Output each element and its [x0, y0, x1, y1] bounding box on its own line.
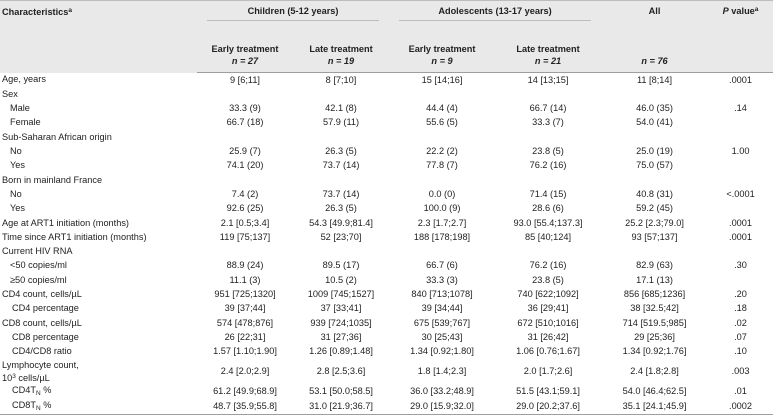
- cell-adolescents-late: [495, 173, 601, 187]
- cell-children-late: 42.1 (8): [325, 103, 357, 114]
- table-row: [0, 316, 773, 330]
- header-row-groups: [0, 1, 773, 28]
- cell-adolescents-late: 93.0 [55.4;137.3]: [513, 217, 583, 228]
- table-row: [0, 245, 773, 259]
- cell-all: 25.2 [2.3;79.0]: [625, 217, 684, 228]
- cell-children-late: 53.1 [50.0;58.5]: [309, 386, 373, 397]
- cell-adolescents-late: 66.7 (14): [529, 103, 567, 114]
- cell-children-late: [293, 87, 389, 101]
- cell-all: 38 [32.5;42]: [630, 303, 679, 314]
- row-label: Sub-Saharan African origin: [2, 131, 112, 142]
- cell-children-late: [293, 245, 389, 259]
- cell-p-value: .07: [734, 331, 747, 342]
- cell-adolescents-late: 76.2 (16): [529, 160, 567, 171]
- p-value-blank-header: [708, 27, 773, 73]
- table-row: [0, 287, 773, 301]
- row-label: No: [10, 188, 22, 199]
- row-label: CD8 count, cells/µL: [2, 317, 82, 328]
- cell-p-value: .0001: [729, 217, 753, 228]
- cell-adolescents-late: 672 [510;1016]: [517, 317, 579, 328]
- cell-p-value: .0001: [729, 74, 753, 85]
- cell-children-late: 1.26 [0.89;1.48]: [309, 346, 373, 357]
- children-early-header: Early treatment n = 27: [197, 27, 293, 73]
- children-group-header: Children (5-12 years): [197, 1, 389, 28]
- row-label: CD4 percentage: [12, 303, 79, 314]
- table-row: [0, 173, 773, 187]
- cell-adolescents-early: 100.0 (9): [423, 203, 461, 214]
- cell-p-value: .0002: [708, 399, 773, 414]
- cell-adolescents-early: 1.8 [1.4;2.3]: [417, 366, 467, 377]
- row-label: Yes: [10, 203, 25, 214]
- cell-all: [601, 130, 708, 144]
- cell-children-early: 74.1 (20): [226, 160, 264, 171]
- cell-children-late: 52 [23;70]: [320, 231, 362, 242]
- p-value-header: P value$^a$: [708, 1, 773, 28]
- table-row: [0, 230, 773, 244]
- row-label: Born in mainland France: [2, 174, 103, 185]
- cell-all: 54.0 [46.4;62.5]: [622, 386, 687, 397]
- row-label: No: [10, 146, 22, 157]
- table-row: [0, 159, 773, 173]
- adolescents-early-header: Early treatment n = 9: [389, 27, 495, 73]
- cell-children-early: [197, 173, 293, 187]
- adolescents-group-header: Adolescents (13-17 years): [389, 1, 601, 28]
- table-row: [0, 273, 773, 287]
- cell-children-late: [293, 173, 389, 187]
- cell-children-early: 61.2 [49.9;68.9]: [213, 386, 277, 397]
- cell-adolescents-late: 23.8 (5): [532, 146, 564, 157]
- cell-all: [601, 87, 708, 101]
- cell-all: 1.34 [0.92;1.76]: [622, 346, 687, 357]
- cell-adolescents-early: 22.2 (2): [426, 146, 458, 157]
- cell-adolescents-late: 36 [29;41]: [527, 303, 569, 314]
- cell-p-value: .14: [734, 103, 747, 114]
- cell-all: 93 [57;137]: [631, 231, 678, 242]
- cell-all: 82.9 (63): [636, 260, 673, 271]
- table-row: [0, 130, 773, 144]
- cell-children-early: 574 [478;876]: [216, 317, 274, 328]
- cell-children-early: [197, 130, 293, 144]
- cell-children-late: 73.7 (14): [322, 160, 360, 171]
- row-label: CD8 percentage: [12, 331, 79, 342]
- table-row: [0, 116, 773, 130]
- cell-adolescents-early: 0.0 (0): [428, 188, 456, 199]
- cell-adolescents-early: 30 [25;43]: [421, 331, 463, 342]
- table-row: [0, 144, 773, 158]
- cell-all: 17.1 (13): [636, 274, 673, 285]
- cell-adolescents-early: [389, 245, 495, 259]
- all-n-header: n = 76: [601, 27, 708, 73]
- cell-children-late: 57.9 (11): [322, 117, 360, 128]
- cell-children-early: 7.4 (2): [231, 188, 259, 199]
- cell-p-value: [708, 273, 773, 287]
- row-label: Current HIV RNA: [2, 246, 73, 257]
- cell-children-early: 2.4 [2.0;2.9]: [220, 366, 270, 377]
- cell-children-late: 26.3 (5): [325, 203, 357, 214]
- cell-children-late: 31 [27;36]: [320, 331, 362, 342]
- cell-adolescents-early: [389, 87, 495, 101]
- cell-all: 40.8 (31): [636, 188, 673, 199]
- table-row: [0, 385, 773, 399]
- all-header: All: [601, 1, 708, 28]
- row-label: $CD8T_N$ %: [0, 399, 197, 414]
- children-late-header: Late treatment n = 19: [293, 27, 389, 73]
- cell-p-value: [708, 87, 773, 101]
- cell-children-late: 73.7 (14): [322, 188, 360, 199]
- cell-children-late: 89.5 (17): [322, 260, 360, 271]
- cell-p-value: .10: [734, 346, 747, 357]
- cell-children-early: 119 [75;137]: [219, 231, 271, 242]
- cell-adolescents-late: 71.4 (15): [529, 188, 567, 199]
- row-label: Yes: [10, 160, 25, 171]
- cell-all: 35.1 [24.1;45.9]: [601, 399, 708, 414]
- table-row: [0, 73, 773, 88]
- cell-adolescents-early: 2.3 [1.7;2.7]: [417, 217, 467, 228]
- cell-children-early: 33.3 (9): [229, 103, 261, 114]
- cell-adolescents-late: 29.0 [20.2;37.6]: [495, 399, 601, 414]
- cell-p-value: .003: [731, 366, 750, 377]
- table-row: [0, 399, 773, 414]
- table-row: [0, 216, 773, 230]
- cell-p-value: .20: [734, 289, 747, 299]
- cell-adolescents-late: 76.2 (16): [529, 260, 567, 271]
- cell-children-late: 10.5 (2): [325, 274, 357, 285]
- cell-children-early: 39 [37;44]: [224, 303, 266, 314]
- table-row: [0, 87, 773, 101]
- cell-p-value: .02: [734, 317, 747, 328]
- cell-all: 714 [519.5;985]: [622, 317, 687, 328]
- cell-p-value: [708, 116, 773, 130]
- table-row: [0, 330, 773, 344]
- cell-adolescents-late: 740 [622;1092]: [517, 289, 579, 299]
- cell-children-early: [197, 245, 293, 259]
- table-row: [0, 259, 773, 273]
- cell-all: 46.0 (35): [636, 103, 673, 114]
- table-row: [0, 345, 773, 359]
- cell-all: [601, 173, 708, 187]
- cell-all: 54.0 (41): [636, 117, 673, 128]
- cell-all: 75.0 (57): [636, 160, 673, 171]
- cell-adolescents-early: 840 [713;1078]: [411, 289, 473, 299]
- row-label: <50 copies/ml: [10, 260, 67, 271]
- cell-adolescents-late: 23.8 (5): [532, 274, 564, 285]
- cell-children-early: 66.7 (18): [226, 117, 264, 128]
- cell-children-early: [197, 87, 293, 101]
- cell-children-early: 88.9 (24): [226, 260, 264, 271]
- cell-p-value: [708, 159, 773, 173]
- cell-children-early: 9 [6;11]: [230, 74, 260, 85]
- cell-children-late: 26.3 (5): [325, 146, 357, 157]
- row-label: CD4 count, cells/µL: [2, 289, 82, 299]
- row-label: Age at ART1 initiation (months): [2, 217, 129, 228]
- cell-adolescents-early: 188 [178;198]: [413, 231, 471, 242]
- table-row: [0, 359, 773, 385]
- cell-p-value: .18: [734, 303, 747, 314]
- cell-children-late: 37 [33;41]: [320, 303, 362, 314]
- cell-children-late: 2.8 [2.5;3.6]: [316, 366, 366, 377]
- cell-p-value: [708, 130, 773, 144]
- row-label: Lymphocyte count, $10^3$ cells/µL: [2, 359, 79, 383]
- cell-p-value: [708, 245, 773, 259]
- cell-children-early: 1.57 [1.10;1.90]: [213, 346, 277, 357]
- row-label: CD4/CD8 ratio: [12, 346, 72, 357]
- cell-adolescents-late: [495, 245, 601, 259]
- row-label: ≥50 copies/ml: [10, 274, 67, 285]
- cell-children-early: 26 [22;31]: [224, 331, 266, 342]
- table-row: [0, 187, 773, 201]
- cell-adolescents-late: 85 [40;124]: [525, 231, 571, 242]
- cell-children-late: 1009 [745;1527]: [307, 289, 375, 299]
- cell-adolescents-early: [389, 130, 495, 144]
- row-label: $CD4T_N$ %: [12, 385, 52, 398]
- cell-all: 59.2 (45): [636, 203, 673, 214]
- cell-children-late: 8 [7;10]: [325, 74, 357, 85]
- cell-p-value: [708, 202, 773, 216]
- cell-adolescents-early: 44.4 (4): [426, 103, 458, 114]
- row-label: Time since ART1 initiation (months): [2, 231, 147, 242]
- cell-adolescents-late: 2.0 [1.7;2.6]: [523, 366, 573, 377]
- row-label: Age, years: [2, 74, 46, 85]
- cell-children-early: 92.6 (25): [226, 203, 264, 214]
- cell-adolescents-early: 39 [34;44]: [421, 303, 463, 314]
- cell-adolescents-early: [389, 173, 495, 187]
- cell-adolescents-early: 1.34 [0.92;1.80]: [410, 346, 474, 357]
- cell-p-value: <.0001: [726, 188, 755, 199]
- cell-all: [601, 245, 708, 259]
- cell-children-late: [293, 130, 389, 144]
- cell-children-early: 2.1 [0.5;3.4]: [220, 217, 270, 228]
- cell-adolescents-early: 675 [539;767]: [413, 317, 471, 328]
- cell-adolescents-late: 14 [13;15]: [527, 74, 569, 85]
- cell-all: 856 [685;1236]: [623, 289, 686, 299]
- cell-adolescents-late: [495, 130, 601, 144]
- table-row: [0, 102, 773, 116]
- cell-p-value: 1.00: [731, 146, 750, 157]
- cell-all: 25.0 (19): [636, 146, 673, 157]
- row-label: Female: [10, 117, 41, 128]
- cell-adolescents-late: 51.5 [43.1;59.1]: [516, 386, 580, 397]
- adolescents-late-header: Late treatment n = 21: [495, 27, 601, 73]
- cell-all: 29 [25;36]: [634, 331, 675, 342]
- cell-adolescents-early: 33.3 (3): [426, 274, 458, 285]
- cell-adolescents-early: 77.8 (7): [426, 160, 458, 171]
- cell-adolescents-late: 28.6 (6): [532, 203, 564, 214]
- cell-p-value: .0001: [729, 231, 753, 242]
- cell-children-early: 11.1 (3): [229, 274, 261, 285]
- cell-adolescents-late: 33.3 (7): [532, 117, 564, 128]
- cell-adolescents-early: 55.6 (5): [426, 117, 458, 128]
- row-label: Male: [10, 103, 30, 114]
- cell-p-value: [708, 173, 773, 187]
- cell-children-early: 951 [725;1320]: [214, 289, 276, 299]
- cell-adolescents-late: 31 [26;42]: [527, 331, 569, 342]
- cell-children-late: 939 [724;1035]: [310, 317, 372, 328]
- cell-adolescents-early: 29.0 [15.9;32.0]: [389, 399, 495, 414]
- cell-all: 2.4 [1.8;2.8]: [630, 366, 679, 377]
- cell-adolescents-early: 66.7 (6): [426, 260, 458, 271]
- cell-adolescents-late: [495, 87, 601, 101]
- table-row: [0, 302, 773, 316]
- cell-p-value: .01: [734, 386, 747, 397]
- cell-children-early: 48.7 [35.9;55.8]: [197, 399, 293, 414]
- characteristics-header: Characteristics$^a$: [0, 1, 197, 73]
- row-label: Sex: [2, 88, 18, 99]
- cell-adolescents-late: 1.06 [0.76;1.67]: [516, 346, 580, 357]
- table-row: [0, 202, 773, 216]
- cell-children-late: 31.0 [21.9;36.7]: [293, 399, 389, 414]
- cell-children-late: 54.3 [49.9;81.4]: [309, 217, 373, 228]
- cell-all: 11 [8;14]: [636, 74, 673, 85]
- cell-p-value: .30: [734, 260, 747, 271]
- cell-adolescents-early: 15 [14;16]: [421, 74, 463, 85]
- cell-adolescents-early: 36.0 [33.2;48.9]: [410, 386, 474, 397]
- cell-children-early: 25.9 (7): [229, 146, 261, 157]
